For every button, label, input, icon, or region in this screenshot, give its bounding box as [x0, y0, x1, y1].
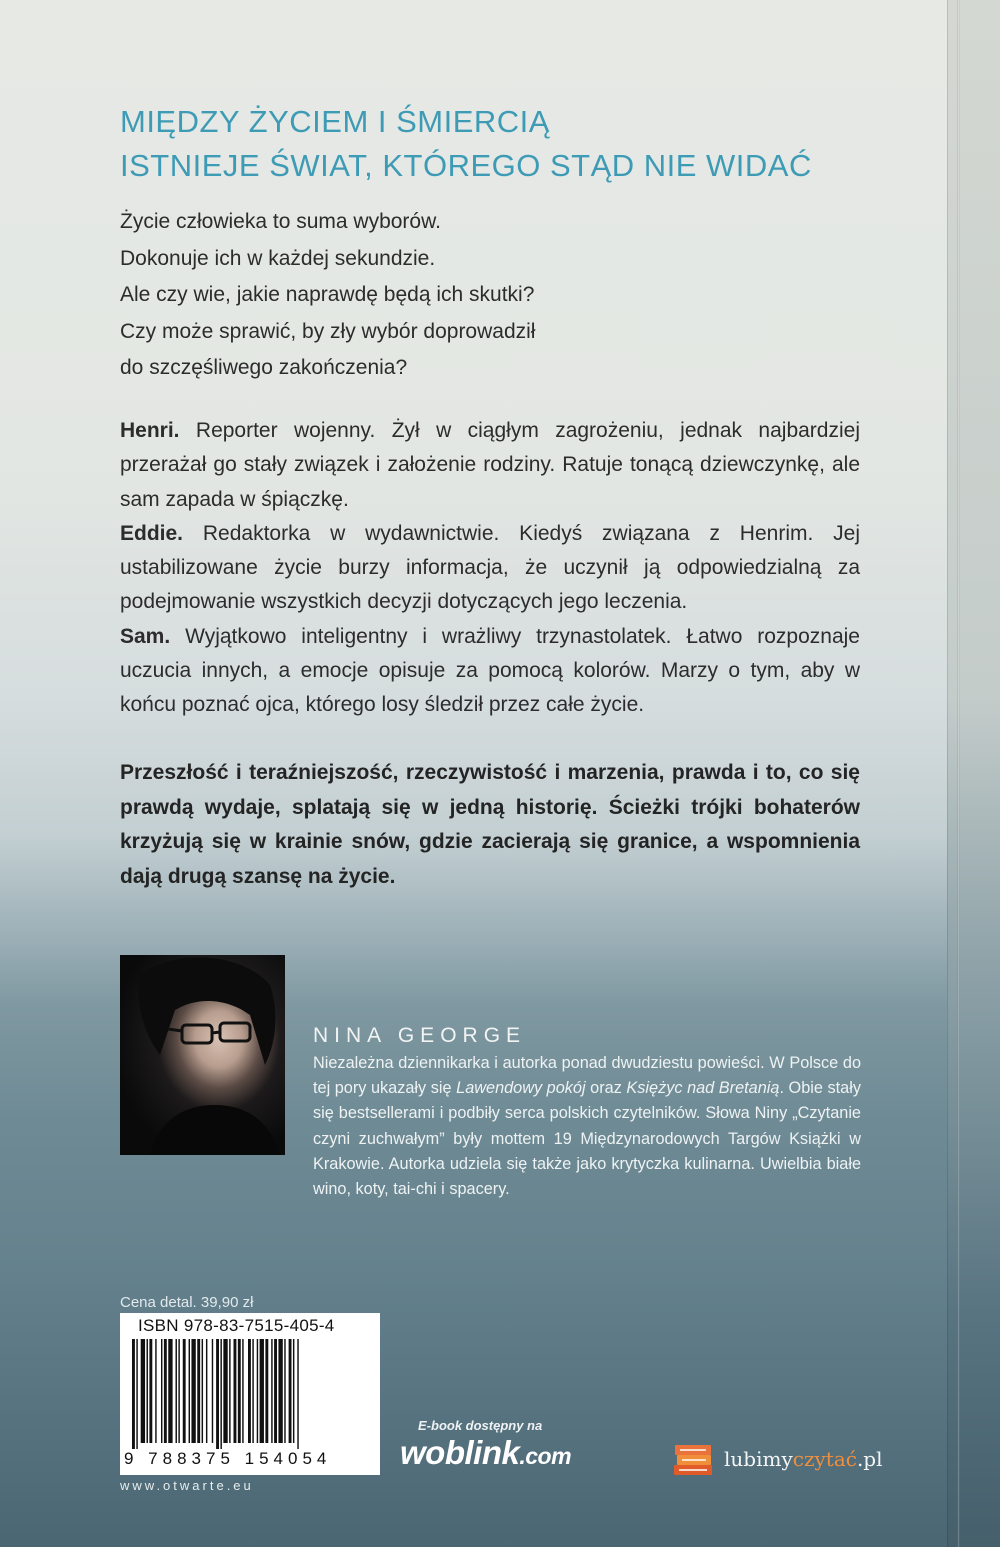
- barcode-bar: [147, 1339, 148, 1443]
- author-photo: [120, 955, 285, 1155]
- character-name: Eddie.: [120, 521, 184, 545]
- woblink-suffix: .com: [519, 1443, 572, 1469]
- barcode-bar: [161, 1339, 162, 1443]
- barcode-bar: [176, 1339, 177, 1443]
- barcode-bar: [297, 1339, 298, 1449]
- barcode-bar: [183, 1339, 186, 1443]
- lubimy-text: [724, 1447, 883, 1471]
- book-title: Lawendowy pokój: [456, 1079, 586, 1098]
- barcode-bar: [136, 1339, 137, 1449]
- barcode-bar: [265, 1339, 268, 1443]
- barcode-bar: [164, 1339, 167, 1443]
- barcode-bar: [202, 1339, 203, 1443]
- headline-line-1: MIĘDZY ŻYCIEM I ŚMIERCIĄ: [120, 104, 550, 139]
- barcode-bar: [278, 1339, 282, 1443]
- barcode-bar: [271, 1339, 272, 1443]
- barcode-bar: [155, 1339, 156, 1443]
- book-title: Księżyc nad Bretanią: [626, 1079, 780, 1098]
- bio-text: oraz: [590, 1079, 622, 1098]
- lubimyczytac-logo[interactable]: [672, 1439, 883, 1479]
- headline-line-2: ISTNIEJE ŚWIAT, KTÓREGO STĄD NIE WIDAĆ: [120, 148, 812, 183]
- intro-line: do szczęśliwego zakończenia?: [120, 356, 408, 379]
- intro-line: Dokonuje ich w każdej sekundzie.: [120, 246, 436, 270]
- lubimy-part-1: lubimy: [724, 1447, 793, 1471]
- barcode-bar: [168, 1339, 172, 1443]
- book-spine: [947, 0, 1000, 1547]
- intro-text: [120, 204, 880, 387]
- barcode-bar: [223, 1339, 227, 1443]
- barcode-bar: [252, 1339, 253, 1443]
- barcode-bar: [141, 1339, 145, 1443]
- barcode-bar: [238, 1339, 241, 1443]
- intro-line: Ale czy wie, jakie naprawdę będą ich skutki?: [120, 283, 535, 306]
- barcode-bar: [284, 1339, 285, 1443]
- barcode-bar: [293, 1339, 294, 1443]
- barcode-bar: [242, 1339, 243, 1443]
- character-text: Redaktorka w wydawnictwie. Kiedyś związana z Henrim. Jej ustabilizowane życie burzy informacja, że uczynił ją odpowiedzialną za podejmowanie wszystkich decyzji dotyczących jego leczenia.: [120, 521, 860, 614]
- barcode-icon: [132, 1339, 368, 1449]
- intro-line: Życie człowieka to suma wyborów.: [120, 210, 441, 233]
- woblink-brand: woblink: [400, 1434, 520, 1471]
- intro-line: Czy może sprawić, by zły wybór doprowadził: [120, 319, 536, 343]
- spine-groove: [957, 0, 960, 1547]
- character-text: Reporter wojenny. Żył w ciągłym zagrożeniu, jednak najbardziej przerażał go stały związek i założenie rodziny. Ratuje tonącą dziewczynkę, ale sam zapada w śpiączkę.: [120, 419, 860, 511]
- barcode-bar: [220, 1339, 221, 1449]
- barcode-bar: [274, 1339, 277, 1443]
- bio-text: Niezależna dziennikarka i autorka ponad dwudziestu powieści. W Polsce do tej pory ukazały się: [313, 1054, 861, 1098]
- character-eddie: [120, 517, 860, 620]
- barcode-bar: [132, 1339, 135, 1449]
- summary-text: Przeszłość i teraźniejszość, rzeczywistość i marzenia, prawda i to, co się prawdą wydaje, splatają się w jedną historię. Ścieżki trójki bohaterów krzyżują się w krainie snów, gdzie zacierają się granice, a wspomnienia dają drugą szansę na życie.: [120, 761, 860, 888]
- lubimy-part-2: czytać: [792, 1447, 857, 1471]
- barcode-bar: [248, 1339, 251, 1443]
- publisher-website[interactable]: www.otwarte.eu: [120, 1478, 254, 1493]
- character-descriptions: [120, 414, 860, 723]
- barcode-digits: 9 788375 154054: [124, 1449, 332, 1468]
- bio-text: . Obie stały się bestsellerami i podbiły serca polskich czytelników. Słowa Niny „Czytanie czyni zuchwałym” były mottem 19 Międzynarodowych Targów Książki w Krakowie. Autorka udziela się także jako krytyczka kulinarna. Uwielbia białe wino, koty, tai-chi i spacery.: [313, 1079, 861, 1199]
- isbn-label: ISBN 978-83-7515-405-4: [138, 1316, 335, 1335]
- barcode-bar: [206, 1339, 207, 1443]
- barcode-bar: [234, 1339, 237, 1443]
- author-name: NINA GEORGE: [313, 1024, 527, 1047]
- barcode-bar: [257, 1339, 258, 1443]
- lubimy-part-3: .pl: [856, 1447, 883, 1471]
- retail-price: Cena detal. 39,90 zł: [120, 1294, 254, 1311]
- barcode-bar: [178, 1339, 179, 1443]
- barcode-bar: [229, 1339, 230, 1443]
- stacked-books-icon: [672, 1441, 716, 1477]
- barcode-bar: [149, 1339, 152, 1443]
- character-henri: [120, 414, 860, 517]
- barcode-bar: [260, 1339, 264, 1443]
- headline: [120, 100, 900, 188]
- character-sam: [120, 620, 860, 723]
- character-text: Wyjątkowo inteligentny i wrażliwy trzynastolatek. Łatwo rozpoznaje uczucia innych, a emocje opisuje za pomocą kolorów. Marzy o tym, aby w końcu poznać ojca, którego losy śledził przez całe życie.: [120, 624, 860, 717]
- character-name: Sam.: [120, 624, 171, 648]
- barcode-bar: [216, 1339, 219, 1449]
- barcode-bar: [191, 1339, 195, 1443]
- barcode-bar: [289, 1339, 292, 1443]
- woblink-logo[interactable]: [400, 1434, 571, 1472]
- character-name: Henri.: [120, 419, 180, 442]
- author-bio: [313, 1051, 861, 1202]
- portrait-photo-icon: [120, 955, 285, 1155]
- barcode-bar: [189, 1339, 190, 1443]
- barcode-bar: [197, 1339, 200, 1443]
- barcode-box: [120, 1313, 380, 1475]
- ebook-note: E-book dostępny na: [418, 1418, 543, 1433]
- barcode-bar: [212, 1339, 213, 1443]
